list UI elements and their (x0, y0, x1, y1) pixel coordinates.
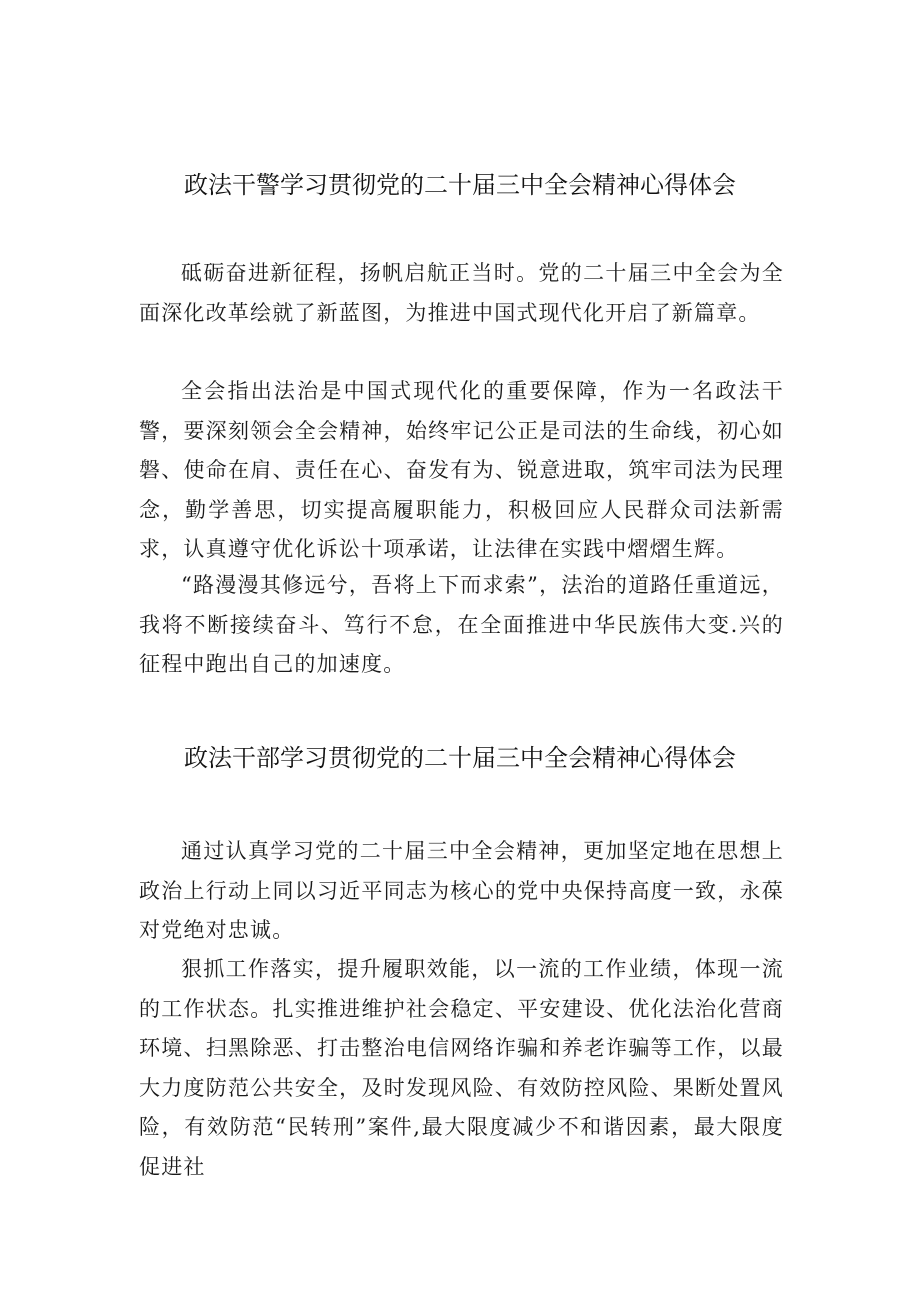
article-1-title: 政法干警学习贯彻党的二十届三中全会精神心得体会 (184, 171, 736, 199)
article-2-paragraph-1: 通过认真学习党的二十届三中全会精神，更加坚定地在思想上政治上行动上同以习近平同志为核心的党中央保持高度一致，永葆对党绝对忠诚。 (139, 839, 784, 942)
article-1-paragraph-3: “路漫漫其修远兮，吾将上下而求索”，法治的道路任重道远，我将不断接续奋斗、笃行不怠，在全面推进中华民族伟大变.兴的征程中跑出自己的加速度。 (139, 573, 784, 676)
article-2-title: 政法干部学习贯彻党的二十届三中全会精神心得体会 (184, 744, 736, 772)
article-2-paragraph-2: 狠抓工作落实，提升履职效能，以一流的工作业绩，体现一流的工作状态。扎实推进维护社会稳定、平安建设、优化法治化营商环境、扫黑除恶、打击整治电信网络诈骗和养老诈骗等工作，以最大力度防范公共安全，及时发现风险、有效防控风险、果断处置风险，有效防范“民转刑”案件,最大限度减少不和谐因素，最大限度促进社 (139, 957, 784, 1179)
article-1-paragraph-1: 砥砺奋进新征程，扬帆启航正当时。党的二十届三中全会为全面深化改革绘就了新蓝图，为推进中国式现代化开启了新篇章。 (139, 261, 784, 325)
article-1-paragraph-2: 全会指出法治是中国式现代化的重要保障，作为一名政法干警，要深刻领会全会精神，始终牢记公正是司法的生命线，初心如磐、使命在肩、责任在心、奋发有为、锐意进取，筑牢司法为民理念，勤学善思，切实提高履职能力，积极回应人民群众司法新需求，认真遵守优化诉讼十项承诺，让法律在实践中熠熠生辉。 (139, 379, 784, 561)
